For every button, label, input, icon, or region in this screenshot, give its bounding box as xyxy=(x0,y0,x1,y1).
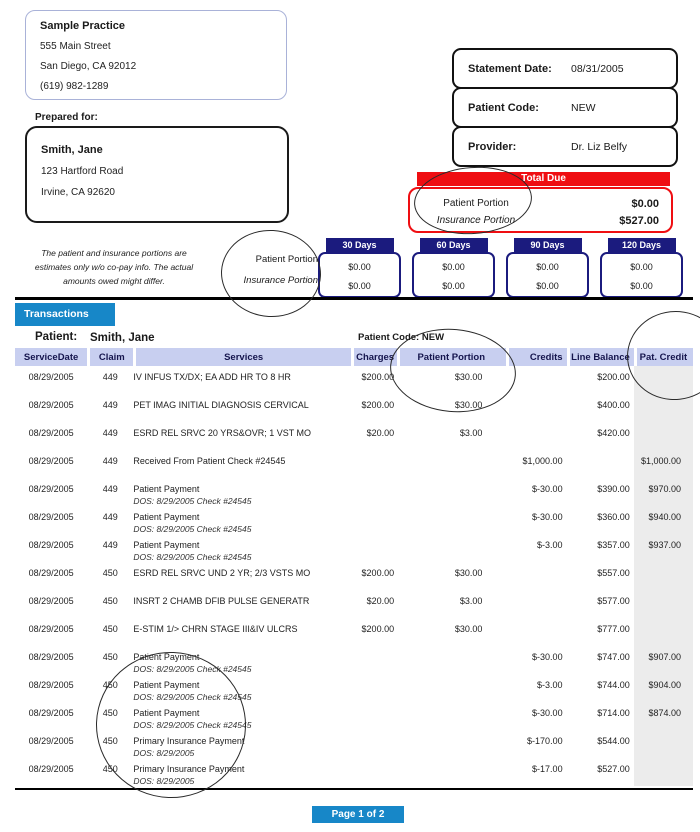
aging-bucket-value: $0.00 xyxy=(348,281,371,291)
cell-charges xyxy=(351,506,397,534)
cell-services xyxy=(133,366,351,394)
patient-address-box xyxy=(25,126,289,223)
cell-charges: $200.00 xyxy=(361,624,395,634)
aging-bucket-box xyxy=(506,252,589,298)
cell-services xyxy=(133,534,351,562)
cell-claim: 450 xyxy=(102,568,118,578)
cell-credits: $-170.00 xyxy=(527,736,563,746)
service-dos-note: DOS: 8/29/2005 Check #24545 xyxy=(133,664,252,674)
aging-disclaimer xyxy=(28,246,200,288)
cell-charges: $20.00 xyxy=(366,596,395,606)
service-dos-note: DOS: 8/29/2005 xyxy=(133,748,195,758)
patient-address-line2: Irvine, CA 92620 xyxy=(41,187,115,198)
cell-pat-credit: $937.00 xyxy=(634,534,693,562)
column-header-chg: Charges xyxy=(351,348,397,366)
cell-charges xyxy=(351,646,397,674)
cell-services xyxy=(133,450,351,478)
cell-patient-portion xyxy=(397,506,506,534)
cell-patient-portion: $3.00 xyxy=(459,596,483,606)
cell-services xyxy=(133,674,351,702)
column-header-serv: Services xyxy=(133,348,351,366)
total-due-row-value: $0.00 xyxy=(631,197,659,210)
statement-info-value: Dr. Liz Belfy xyxy=(571,140,628,153)
cell-charges: $200.00 xyxy=(361,568,395,578)
table-row xyxy=(15,674,693,702)
cell-service-date: 08/29/2005 xyxy=(28,456,74,466)
statement-info-label: Statement Date: xyxy=(468,62,552,75)
table-row xyxy=(15,534,693,562)
cell-service-date: 08/29/2005 xyxy=(28,484,74,494)
service-description: Received From Patient Check #24545 xyxy=(133,456,286,466)
total-due-row-value: $527.00 xyxy=(619,214,659,227)
transactions-patient-name: Smith, Jane xyxy=(90,332,155,344)
practice-address-line2: San Diego, CA 92012 xyxy=(40,61,137,72)
aging-bucket-value: $0.00 xyxy=(348,262,371,272)
column-header-claim: Claim xyxy=(87,348,133,366)
patient-code-label: Patient Code: xyxy=(358,332,420,343)
cell-claim: 449 xyxy=(102,456,118,466)
cell-pat-credit: $907.00 xyxy=(634,646,693,674)
prepared-for-label: Prepared for: xyxy=(35,112,98,123)
cell-pat-credit xyxy=(634,590,693,618)
service-description: Patient Payment xyxy=(133,652,200,662)
cell-charges: $200.00 xyxy=(361,400,395,410)
cell-credits xyxy=(506,366,566,394)
cell-claim: 449 xyxy=(102,400,118,410)
cell-credits: $-30.00 xyxy=(532,708,563,718)
cell-pat-credit: $940.00 xyxy=(634,506,693,534)
cell-line-balance: $744.00 xyxy=(597,680,630,690)
cell-claim: 449 xyxy=(102,540,118,550)
cell-services xyxy=(133,646,351,674)
column-header-cred: Credits xyxy=(506,348,566,366)
patient-address-line1: 123 Hartford Road xyxy=(41,166,124,177)
aging-bucket-box xyxy=(600,252,683,298)
aging-bucket-label: 30 Days xyxy=(326,238,394,252)
aging-bucket-box xyxy=(412,252,495,298)
transactions-patient-label: Patient: xyxy=(35,331,78,343)
total-due-row-label: Insurance Portion xyxy=(436,215,516,226)
header-row xyxy=(15,348,693,366)
cell-services xyxy=(133,590,351,618)
cell-charges xyxy=(351,730,397,758)
cell-line-balance: $200.00 xyxy=(597,372,630,382)
cell-line-balance: $577.00 xyxy=(597,596,630,606)
service-description: Patient Payment xyxy=(133,484,200,494)
table-row xyxy=(15,394,693,422)
cell-services xyxy=(133,702,351,730)
cell-claim: 449 xyxy=(102,372,118,382)
table-row xyxy=(15,506,693,534)
cell-credits: $-3.00 xyxy=(537,680,563,690)
total-due-box xyxy=(408,187,673,233)
cell-credits: $-30.00 xyxy=(532,512,563,522)
table-bottom-rule xyxy=(15,788,693,790)
service-description: E-STIM 1/> CHRN STAGE III&IV ULCRS xyxy=(133,624,298,634)
cell-line-balance: $400.00 xyxy=(597,400,630,410)
cell-line-balance: $544.00 xyxy=(597,736,630,746)
cell-charges xyxy=(351,534,397,562)
cell-patient-portion xyxy=(397,730,506,758)
cell-pat-credit xyxy=(634,422,693,450)
cell-patient-portion: $30.00 xyxy=(454,400,483,410)
statement-info-label: Provider: xyxy=(468,140,517,153)
cell-patient-portion xyxy=(397,534,506,562)
cell-patient-portion: $3.00 xyxy=(459,428,483,438)
aging-row-label-patient: Patient Portion xyxy=(255,254,318,265)
cell-charges xyxy=(351,450,397,478)
cell-pat-credit: $874.00 xyxy=(634,702,693,730)
cell-line-balance: $714.00 xyxy=(597,708,630,718)
cell-patient-portion xyxy=(397,758,506,786)
cell-patient-portion xyxy=(397,674,506,702)
table-row xyxy=(15,730,693,758)
statement-info-box-0 xyxy=(452,48,678,89)
column-header-pp: Patient Portion xyxy=(397,348,506,366)
cell-pat-credit xyxy=(634,394,693,422)
aging-bucket-90-days xyxy=(506,238,589,298)
cell-pat-credit xyxy=(634,562,693,590)
cell-services xyxy=(133,422,351,450)
transactions-table-header xyxy=(15,348,693,366)
cell-line-balance xyxy=(567,450,634,478)
service-description: Primary Insurance Payment xyxy=(133,764,245,774)
service-description: INSRT 2 CHAMB DFIB PULSE GENERATR xyxy=(133,596,310,606)
cell-claim: 450 xyxy=(102,652,118,662)
cell-credits: $-17.00 xyxy=(532,764,563,774)
cell-credits xyxy=(506,394,566,422)
table-row xyxy=(15,562,693,590)
cell-service-date: 08/29/2005 xyxy=(28,568,74,578)
cell-credits xyxy=(506,562,566,590)
cell-patient-portion: $30.00 xyxy=(454,624,483,634)
statement-info-label: Patient Code: xyxy=(468,101,539,114)
aging-bucket-box xyxy=(318,252,401,298)
aging-bucket-value: $0.00 xyxy=(630,262,653,272)
cell-services xyxy=(133,478,351,506)
table-row xyxy=(15,758,693,786)
cell-service-date: 08/29/2005 xyxy=(28,596,74,606)
aging-bucket-value: $0.00 xyxy=(536,281,559,291)
aging-bucket-120-days xyxy=(600,238,683,298)
cell-claim: 450 xyxy=(102,596,118,606)
service-description: ESRD REL SRVC 20 YRS&OVR; 1 VST MO xyxy=(133,428,312,438)
service-dos-note: DOS: 8/29/2005 Check #24545 xyxy=(133,524,252,534)
service-dos-note: DOS: 8/29/2005 Check #24545 xyxy=(133,552,252,562)
aging-bucket-value: $0.00 xyxy=(442,262,465,272)
cell-services xyxy=(133,506,351,534)
cell-claim: 450 xyxy=(102,708,118,718)
table-row xyxy=(15,618,693,646)
statement-info-value: NEW xyxy=(571,101,596,114)
cell-claim: 450 xyxy=(102,680,118,690)
cell-credits xyxy=(506,618,566,646)
cell-charges: $20.00 xyxy=(366,428,395,438)
service-description: IV INFUS TX/DX; EA ADD HR TO 8 HR xyxy=(133,372,291,382)
cell-charges: $200.00 xyxy=(361,372,395,382)
aging-disclaimer-line2: estimates only w/o co-pay info. The actual xyxy=(34,262,194,272)
cell-line-balance: $360.00 xyxy=(597,512,630,522)
cell-pat-credit: $1,000.00 xyxy=(634,450,693,478)
statement-info-box-2 xyxy=(452,126,678,167)
service-description: Patient Payment xyxy=(133,680,200,690)
service-description: Patient Payment xyxy=(133,540,200,550)
cell-services xyxy=(133,562,351,590)
service-description: PET IMAG INITIAL DIAGNOSIS CERVICAL xyxy=(133,400,309,410)
cell-line-balance: $557.00 xyxy=(597,568,630,578)
cell-claim: 450 xyxy=(102,764,118,774)
aging-bucket-value: $0.00 xyxy=(442,281,465,291)
cell-service-date: 08/29/2005 xyxy=(28,624,74,634)
service-description: Primary Insurance Payment xyxy=(133,736,245,746)
cell-credits xyxy=(506,590,566,618)
cell-patient-portion: $30.00 xyxy=(454,372,483,382)
statement-info-box-1 xyxy=(452,87,678,128)
column-header-date: ServiceDate xyxy=(15,348,87,366)
cell-line-balance: $527.00 xyxy=(597,764,630,774)
patient-code-value: NEW xyxy=(421,332,445,343)
aging-disclaimer-line3: amounts owed might differ. xyxy=(63,276,165,286)
cell-service-date: 08/29/2005 xyxy=(28,540,74,550)
cell-pat-credit xyxy=(634,618,693,646)
cell-claim: 450 xyxy=(102,624,118,634)
cell-pat-credit xyxy=(634,758,693,786)
cell-pat-credit: $970.00 xyxy=(634,478,693,506)
table-row xyxy=(15,590,693,618)
cell-patient-portion xyxy=(397,646,506,674)
transactions-patient-code xyxy=(358,332,444,343)
aging-bucket-60-days xyxy=(412,238,495,298)
service-description: ESRD REL SRVC UND 2 YR; 2/3 VSTS MO xyxy=(133,568,311,578)
cell-service-date: 08/29/2005 xyxy=(28,372,74,382)
page-indicator-button[interactable]: Page 1 of 2 xyxy=(312,806,404,823)
table-row xyxy=(15,646,693,674)
cell-service-date: 08/29/2005 xyxy=(28,428,74,438)
aging-buckets xyxy=(318,238,696,298)
aging-disclaimer-line1: The patient and insurance portions are xyxy=(41,248,187,258)
practice-address-line1: 555 Main Street xyxy=(40,41,111,52)
service-description: Patient Payment xyxy=(133,708,200,718)
cell-claim: 450 xyxy=(102,736,118,746)
aging-bucket-label: 120 Days xyxy=(608,238,676,252)
cell-services xyxy=(133,758,351,786)
cell-pat-credit xyxy=(634,366,693,394)
cell-credits: $-30.00 xyxy=(532,484,563,494)
column-header-pc: Pat. Credit xyxy=(634,348,693,366)
cell-charges xyxy=(351,478,397,506)
aging-bucket-label: 90 Days xyxy=(514,238,582,252)
section-divider xyxy=(15,297,693,300)
aging-bucket-value: $0.00 xyxy=(536,262,559,272)
aging-bucket-label: 60 Days xyxy=(420,238,488,252)
statement-info-boxes xyxy=(452,48,678,167)
cell-line-balance: $420.00 xyxy=(597,428,630,438)
total-due-header: Total Due xyxy=(417,172,670,186)
cell-pat-credit: $904.00 xyxy=(634,674,693,702)
transactions-section-button[interactable]: Transactions xyxy=(15,303,115,326)
service-dos-note: DOS: 8/29/2005 Check #24545 xyxy=(133,720,252,730)
cell-service-date: 08/29/2005 xyxy=(28,764,74,774)
service-dos-note: DOS: 8/29/2005 Check #24545 xyxy=(133,496,252,506)
practice-name: Sample Practice xyxy=(40,20,125,32)
cell-charges xyxy=(351,674,397,702)
cell-service-date: 08/29/2005 xyxy=(28,708,74,718)
cell-line-balance: $747.00 xyxy=(597,652,630,662)
cell-service-date: 08/29/2005 xyxy=(28,512,74,522)
cell-patient-portion xyxy=(397,702,506,730)
cell-credits: $-3.00 xyxy=(537,540,563,550)
table-row xyxy=(15,422,693,450)
table-row xyxy=(15,450,693,478)
cell-service-date: 08/29/2005 xyxy=(28,652,74,662)
total-due-row-0 xyxy=(410,195,659,212)
statement-info-value: 08/31/2005 xyxy=(571,62,624,75)
cell-patient-portion: $30.00 xyxy=(454,568,483,578)
cell-service-date: 08/29/2005 xyxy=(28,736,74,746)
cell-services xyxy=(133,394,351,422)
cell-patient-portion xyxy=(397,478,506,506)
transactions-table xyxy=(15,348,693,786)
cell-credits: $1,000.00 xyxy=(522,456,563,466)
cell-line-balance: $390.00 xyxy=(597,484,630,494)
cell-services xyxy=(133,730,351,758)
total-due-row-1 xyxy=(410,212,659,229)
cell-service-date: 08/29/2005 xyxy=(28,400,74,410)
cell-patient-portion xyxy=(397,450,506,478)
cell-claim: 449 xyxy=(102,512,118,522)
cell-claim: 449 xyxy=(102,484,118,494)
service-dos-note: DOS: 8/29/2005 Check #24545 xyxy=(133,692,252,702)
cell-line-balance: $357.00 xyxy=(597,540,630,550)
practice-info-box xyxy=(25,10,287,100)
cell-pat-credit xyxy=(634,730,693,758)
service-description: Patient Payment xyxy=(133,512,200,522)
practice-phone: (619) 982-1289 xyxy=(40,81,109,92)
annotation-circle-aging-portions xyxy=(219,227,323,319)
cell-credits xyxy=(506,422,566,450)
service-dos-note: DOS: 8/29/2005 xyxy=(133,776,195,786)
table-row xyxy=(15,478,693,506)
cell-services xyxy=(133,618,351,646)
cell-credits: $-30.00 xyxy=(532,652,563,662)
table-row xyxy=(15,366,693,394)
column-header-lb: Line Balance xyxy=(567,348,634,366)
aging-bucket-30-days xyxy=(318,238,401,298)
total-due-row-label: Patient Portion xyxy=(443,198,509,209)
aging-bucket-value: $0.00 xyxy=(630,281,653,291)
cell-line-balance: $777.00 xyxy=(597,624,630,634)
cell-charges xyxy=(351,758,397,786)
aging-row-label-insurance: Insurance Portion xyxy=(243,275,318,286)
table-row xyxy=(15,702,693,730)
patient-name: Smith, Jane xyxy=(41,144,103,156)
cell-service-date: 08/29/2005 xyxy=(28,680,74,690)
cell-claim: 449 xyxy=(102,428,118,438)
transactions-table-body xyxy=(15,366,693,786)
cell-charges xyxy=(351,702,397,730)
